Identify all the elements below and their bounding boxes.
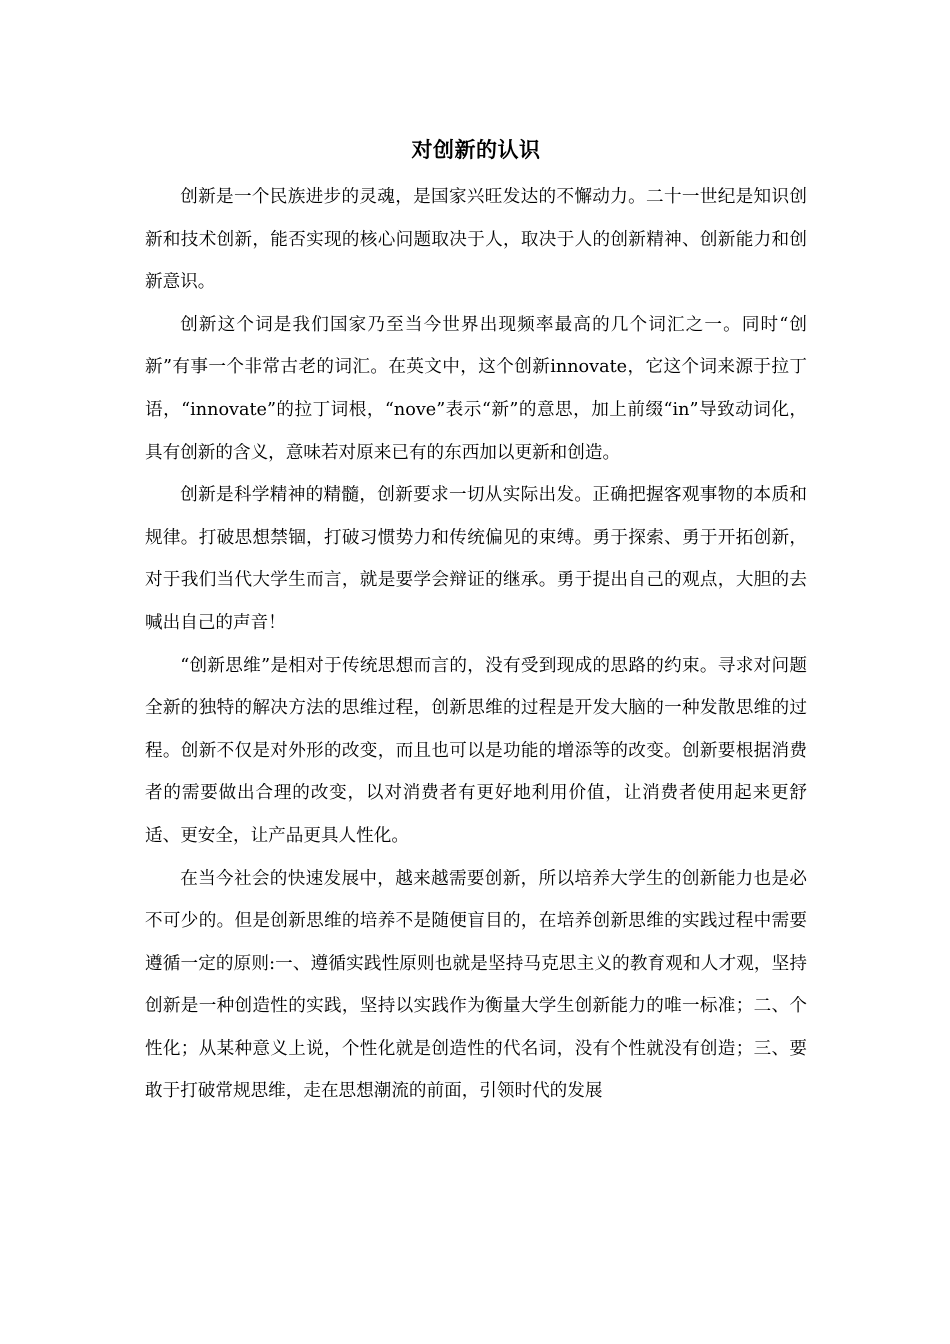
- paragraph-2: 创新这个词是我们国家乃至当今世界出现频率最高的几个词汇之一。同时“创新”有事一个非常古老的词汇。在英文中，这个创新innovate，它这个词来源于拉丁语，“innovate”的拉丁词根，“nove”表示“新”的意思，加上前缀“in”导致动词化，具有创新的含义，意味若对原来已有的东西加以更新和创造。: [145, 314, 807, 463]
- paragraph-1: 创新是一个民族进步的灵魂，是国家兴旺发达的不懈动力。二十一世纪是知识创新和技术创新，能否实现的核心问题取决于人，取决于人的创新精神、创新能力和创新意识。: [145, 187, 807, 293]
- paragraph-5: 在当今社会的快速发展中，越来越需要创新，所以培养大学生的创新能力也是必不可少的。但是创新思维的培养不是随便盲目的，在培养创新思维的实践过程中需要遵循一定的原则:一、遵循实践性原则也就是坚持马克思主义的教育观和人才观，坚持创新是一种创造性的实践，坚持以实践作为衡量大学生创新能力的唯一标准；二、个性化；从某种意义上说，个性化就是创造性的代名词，没有个性就没有创造；三、要敢于打破常规思维，走在思想潮流的前面，引领时代的发展: [145, 868, 807, 1102]
- paragraph-4: “创新思维”是相对于传统思想而言的，没有受到现成的思路的约束。寻求对问题全新的独特的解决方法的思维过程，创新思维的过程是开发大脑的一种发散思维的过程。创新不仅是对外形的改变，而且也可以是功能的增添等的改变。创新要根据消费者的需要做出合理的改变，以对消费者有更好地利用价值，让消费者使用起来更舒适、更安全，让产品更具人性化。: [145, 655, 807, 846]
- document-body: [145, 128, 807, 1113]
- paragraph-3: 创新是科学精神的精髓，创新要求一切从实际出发。正确把握客观事物的本质和规律。打破思想禁锢，打破习惯势力和传统偏见的束缚。勇于探索、勇于开拓创新，对于我们当代大学生而言，就是要学会辩证的继承。勇于提出自己的观点，大胆的去喊出自己的声音！: [145, 485, 807, 633]
- document-title: 对创新的认识: [411, 138, 541, 162]
